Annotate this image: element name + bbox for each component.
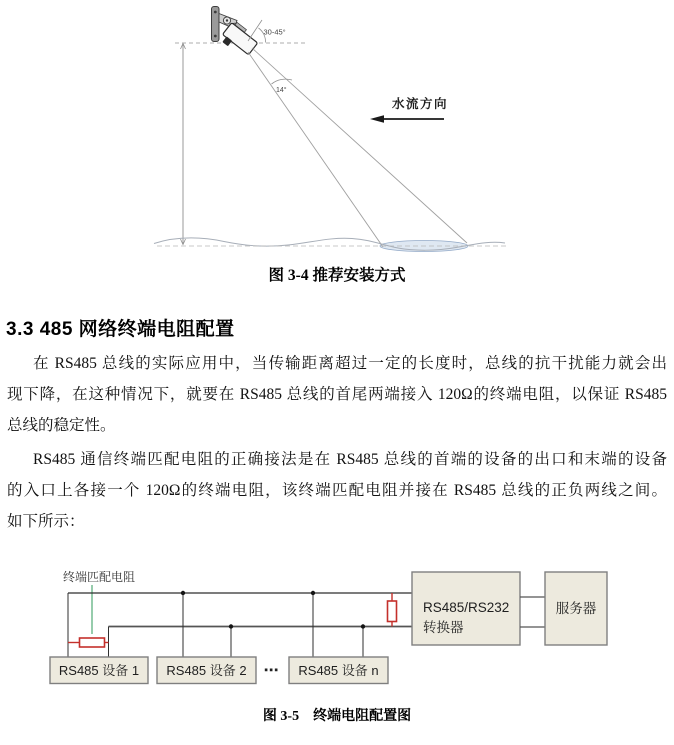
radar-beam-lines bbox=[248, 48, 467, 247]
figure-3-4-installation-diagram bbox=[0, 0, 674, 258]
terminal-resistor-2 bbox=[388, 593, 397, 627]
section-heading: 3.3 485 网络终端电阻配置 bbox=[6, 319, 235, 340]
junction-dots bbox=[181, 591, 365, 629]
figure-3-5-caption: 图 3-5 终端电阻配置图 bbox=[262, 709, 412, 724]
converter-box bbox=[412, 572, 520, 645]
device-drop-wires bbox=[68, 593, 363, 657]
paragraph-1 bbox=[7, 348, 667, 441]
converter-server-wires bbox=[520, 597, 545, 627]
terminal-resistor-label: 终端匹配电阻 bbox=[63, 570, 136, 584]
figure-3-5-termination-diagram bbox=[0, 555, 674, 707]
paragraph-1-line-1: 在 RS485 总线的实际应用中，当传输距离超过一定的长度时，总线的抗干扰能力就会出 bbox=[33, 355, 667, 372]
device-boxes bbox=[50, 657, 388, 684]
server-label: 服务器 bbox=[555, 601, 597, 616]
device-ellipsis: ⋯ bbox=[263, 662, 279, 679]
flow-direction-annotation bbox=[370, 96, 448, 123]
paragraph-2-line-1: RS485 通信终端匹配电阻的正确接法是在 RS485 总线的首端的设备的出口和末端的设备 bbox=[33, 451, 667, 468]
figure-3-4-caption: 图 3-4 推荐安装方式 bbox=[268, 267, 406, 284]
mount-angle-label: 30-45° bbox=[263, 27, 286, 37]
server-box bbox=[545, 572, 607, 645]
device-n-label: RS485 设备 n bbox=[298, 663, 379, 678]
paragraph-1-line-2: 现下降，在这种情况下，就要在 RS485 总线的首尾两端接入 120Ω的终端电阻，以保证 RS485 bbox=[7, 386, 667, 403]
converter-label-line1: RS485/RS232 bbox=[423, 600, 510, 615]
paragraph-2 bbox=[7, 444, 667, 537]
terminal-resistor-1 bbox=[68, 638, 109, 647]
converter-label-line2: 转换器 bbox=[423, 620, 464, 635]
beam-angle-label: 14° bbox=[276, 87, 287, 94]
device-2-label: RS485 设备 2 bbox=[166, 663, 247, 678]
depth-measure-line bbox=[181, 44, 186, 245]
device-1-label: RS485 设备 1 bbox=[58, 663, 140, 678]
paragraph-2-line-2: 的入口上各接一个 120Ω的终端电阻，该终端匹配电阻并接在 RS485 总线的正负两线之间。 bbox=[7, 482, 667, 499]
paragraph-1-line-3: 总线的稳定性。 bbox=[7, 417, 116, 434]
radar-sensor-body bbox=[219, 20, 260, 60]
flow-direction-arrow-head bbox=[370, 115, 384, 123]
flow-direction-label: 水流方向 bbox=[392, 97, 449, 111]
paragraph-2-line-3: 如下所示： bbox=[7, 513, 85, 530]
